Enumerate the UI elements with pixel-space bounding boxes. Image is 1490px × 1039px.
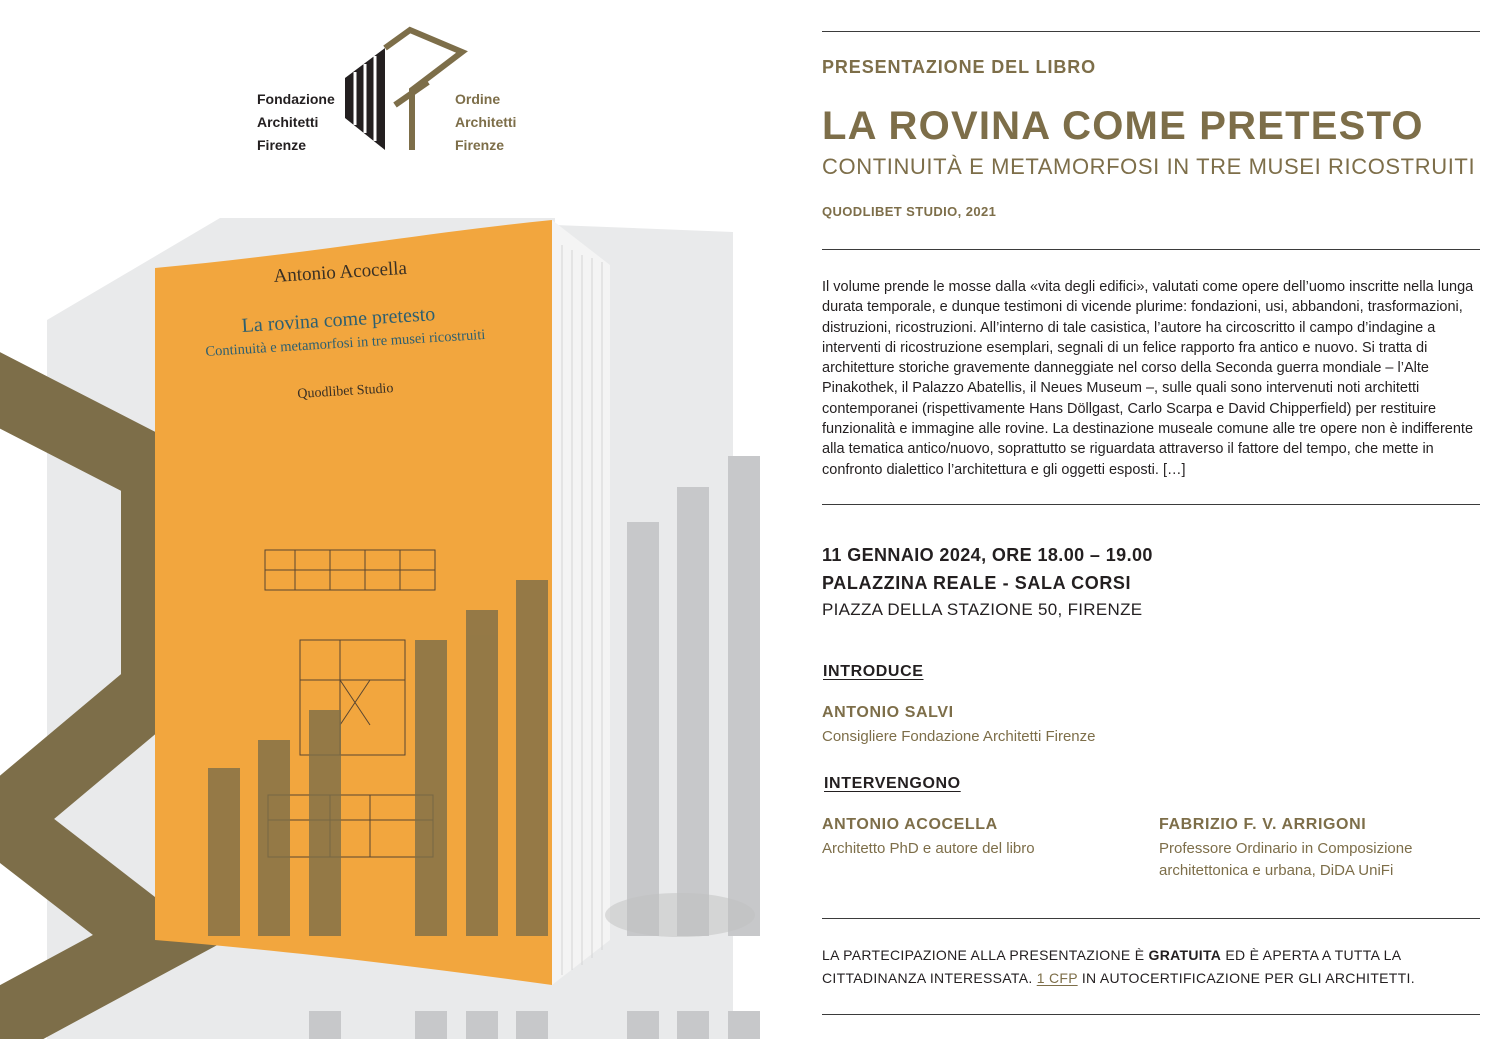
- note-free-emphasis: GRATUITA: [1148, 947, 1222, 963]
- book-title: LA ROVINA COME PRETESTO: [822, 104, 1424, 148]
- participation-note: [822, 944, 1482, 990]
- grey-bar: [728, 456, 760, 936]
- event-details-column: [822, 0, 1480, 1039]
- grey-square: [677, 1011, 709, 1039]
- logo-line: Fondazione: [257, 91, 335, 107]
- note-text: LA PARTECIPAZIONE ALLA PRESENTAZIONE È: [822, 947, 1149, 963]
- grey-square: [466, 1011, 498, 1039]
- logo-line: Firenze: [257, 137, 307, 153]
- note-text: ED È APERTA A TUTTA LA CITTADINANZA INTERESSATA.: [822, 947, 1401, 986]
- logo-line: Firenze: [455, 137, 505, 153]
- intervengono-heading: INTERVENGONO: [824, 775, 961, 792]
- divider: [822, 918, 1480, 919]
- speaker-role: Professore Ordinario in Composizione architettonica e urbana, DiDA UniFi: [1159, 840, 1413, 879]
- divider: [822, 504, 1480, 505]
- book-subtitle: CONTINUITÀ E METAMORFOSI IN TRE MUSEI RICOSTRUITI: [822, 154, 1476, 179]
- book-abstract: Il volume prende le mosse dalla «vita degli edifici», valutati come opere dell’uomo inscritte nella lunga durata temporale, e dunque testimoni di vicende plurime: fondazioni, usi, abbandoni, trasformazioni, distruzioni, ricostruzioni. All’interno di tale casistica, l’autore ha circoscritto il campo d’indagine a interventi di ricostruzione esemplari, segnali di un felice rapporto fra antico e nuovo. Si tratta di architetture storiche gravemente danneggiate nel corso della Seconda guerra mondiale – l’Alte Pinakothek, il Palazzo Abatellis, il Neues Museum –, sulle quali sono intervenuti noti architetti contemporanei (rispettivamente Hans Döllgast, Carlo Scarpa e David Chipperfield) per restituire funzionalità e immagine alle rovine. La destinazione museale comune alle tre opere non è indifferente alla tematica antico/nuovo, soprattutto se riguardata attraverso il fattore del tempo, che mette in confronto dialettico l’architettura e gli oggetti esposti. […]: [822, 279, 1474, 478]
- publisher-line: QUODLIBET STUDIO, 2021: [822, 204, 997, 219]
- logo-ordine-text: [455, 88, 516, 157]
- introducer-role: Consigliere Fondazione Architetti Firenze: [822, 728, 1096, 745]
- cover-author: Antonio Acocella: [273, 257, 408, 287]
- speaker-name: FABRIZIO F. V. ARRIGONI: [1159, 816, 1367, 833]
- book-shadow: [605, 893, 755, 937]
- logo-line: Architetti: [257, 114, 319, 130]
- grey-square: [309, 1011, 341, 1039]
- event-date: 11 GENNAIO 2024, ORE 18.00 – 19.00: [822, 545, 1153, 565]
- kicker: PRESENTAZIONE DEL LIBRO: [822, 57, 1097, 77]
- event-address: PIAZZA DELLA STAZIONE 50, FIRENZE: [822, 600, 1143, 619]
- grey-square: [516, 1011, 548, 1039]
- book-pages: [552, 220, 610, 985]
- logo-line: Ordine: [455, 91, 501, 107]
- cfp-credit: 1 CFP: [1036, 970, 1078, 986]
- cover-subtitle: Continuità e metamorfosi in tre musei ricostruiti: [205, 326, 486, 360]
- grey-bar: [627, 522, 659, 936]
- event-venue: PALAZZINA REALE - SALA CORSI: [822, 573, 1132, 593]
- introducer-name: ANTONIO SALVI: [822, 704, 954, 721]
- grey-square: [627, 1011, 659, 1039]
- logo-fondazione-text: [257, 88, 335, 157]
- speaker-name: ANTONIO ACOCELLA: [822, 816, 998, 833]
- note-text: IN AUTOCERTIFICAZIONE PER GLI ARCHITETTI.: [1077, 970, 1415, 986]
- divider: [822, 1014, 1480, 1015]
- logo-line: Architetti: [455, 114, 517, 130]
- introduce-heading: INTRODUCE: [823, 663, 924, 680]
- grey-square: [415, 1011, 447, 1039]
- divider: [822, 249, 1480, 250]
- grey-square: [728, 1011, 760, 1039]
- grey-bar: [677, 487, 709, 936]
- cover-title: La rovina come pretesto: [241, 303, 436, 337]
- foundation-logo-mark: [345, 30, 462, 150]
- divider: [822, 31, 1480, 32]
- cover-publisher: Quodlibet Studio: [297, 381, 394, 402]
- speaker-role: Architetto PhD e autore del libro: [822, 840, 1035, 857]
